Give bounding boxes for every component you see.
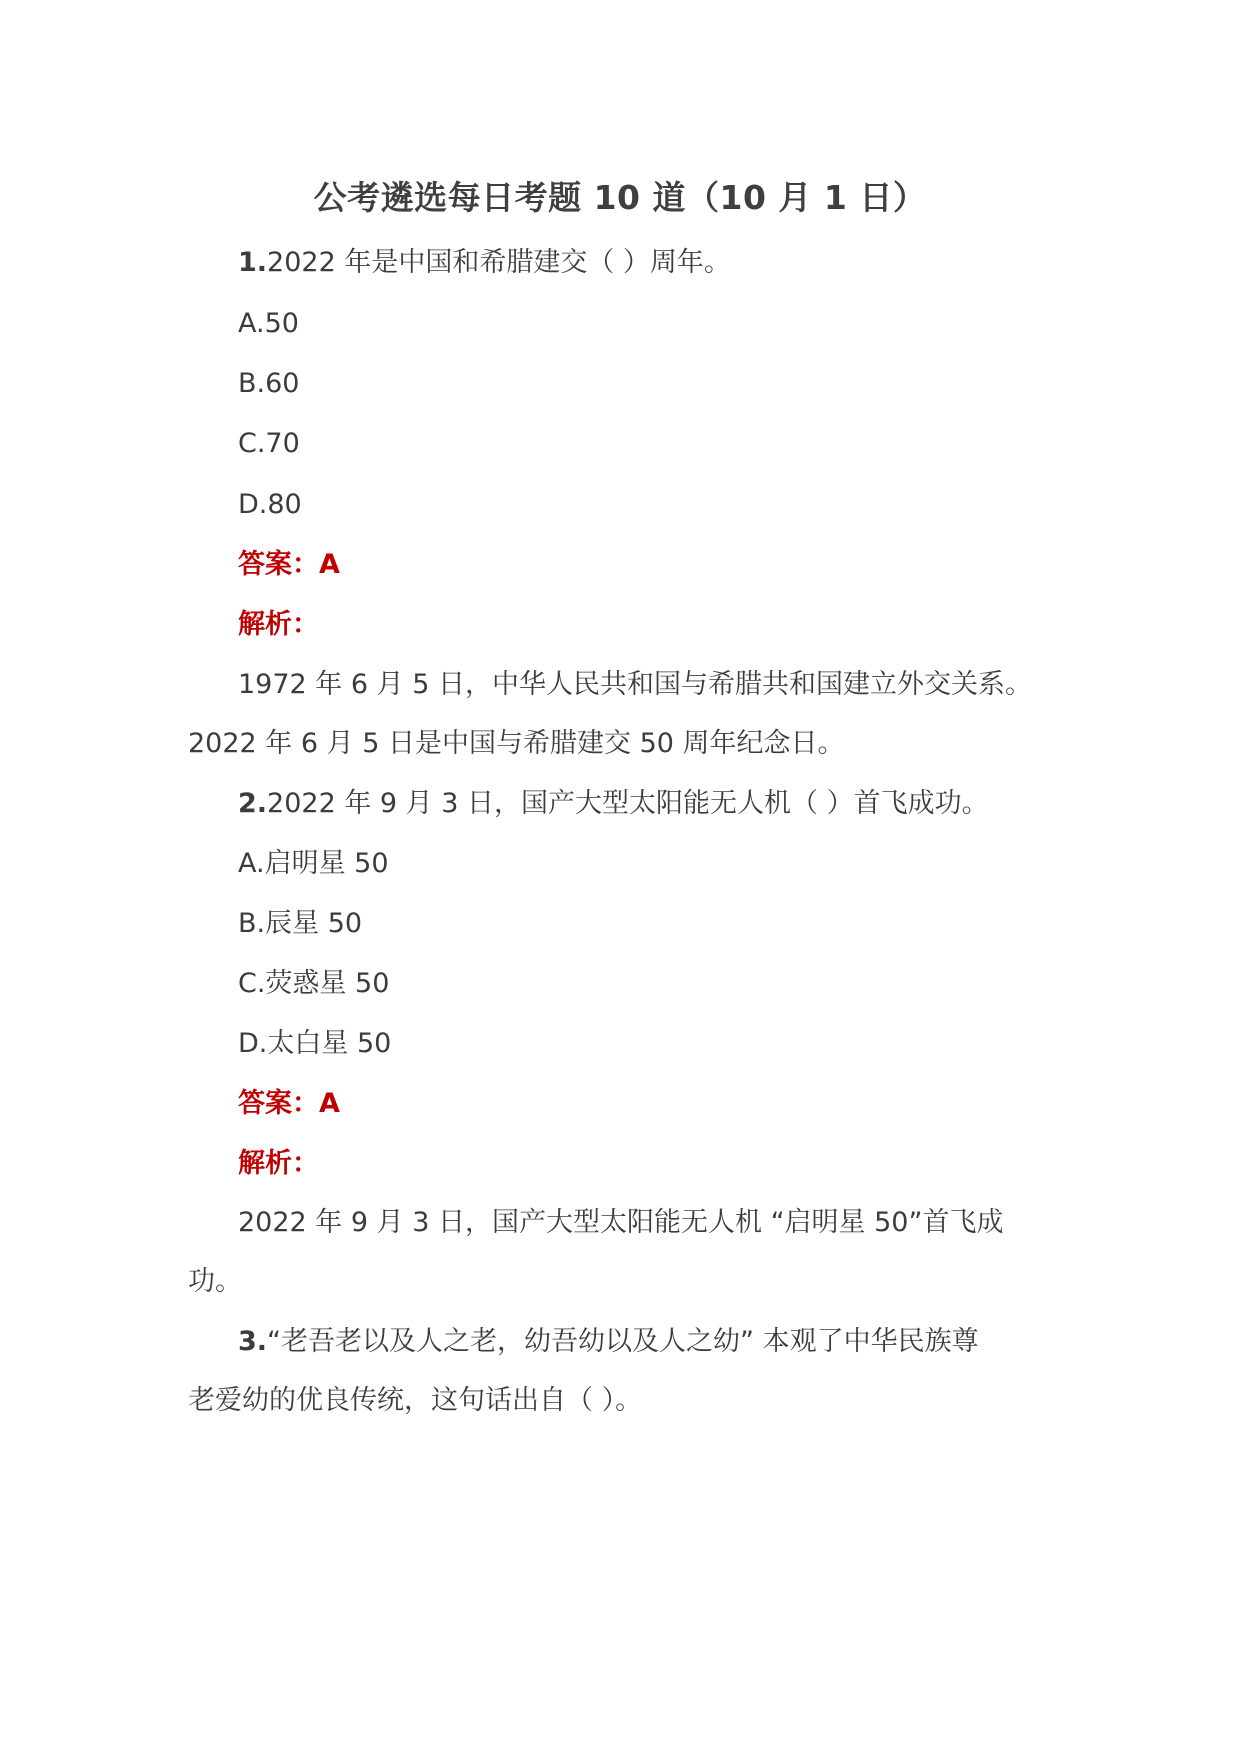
question-2-analysis-label: 解析： [238,1148,319,1179]
question-1-option-c: C.70 [238,428,300,459]
question-1-analysis-label: 解析： [238,609,319,640]
question-1-option-b: B.60 [238,368,300,399]
question-2-answer: 答案：A [238,1088,340,1119]
question-3-stem [238,1325,979,1359]
question-2-option-c: C.荧惑星 50 [238,968,390,999]
question-1-option-d: D.80 [238,489,302,520]
question-1-analysis-line-2: 2022 年 6 月 5 日是中国与希腊建交 50 周年纪念日。 [188,728,845,759]
question-2-option-d: D.太白星 50 [238,1028,392,1059]
question-1-option-a: A.50 [238,308,299,339]
question-2-stem [238,787,989,821]
question-3-number: 3. [238,1326,268,1357]
question-2-text: 2022 年 9 月 3 日，国产大型太阳能无人机（ ）首飞成功。 [267,788,989,819]
question-2-option-b: B.辰星 50 [238,908,363,939]
question-1-analysis-line-1: 1972 年 6 月 5 日，中华人民共和国与希腊共和国建立外交关系。 [238,669,1032,700]
question-1-text: 2022 年是中国和希腊建交（ ）周年。 [267,247,731,278]
question-3-text-line-2: 老爱幼的优良传统，这句话出自（ ）。 [188,1385,643,1416]
question-3-text-line-1: “老吾老以及人之老，幼吾幼以及人之幼” 本观了中华民族尊 [267,1326,979,1357]
question-1-answer: 答案：A [238,549,340,580]
question-2-number: 2. [238,788,268,819]
question-1-stem [238,246,731,280]
question-1-number: 1. [238,247,268,278]
page-title: 公考遴选每日考题 10 道（10 月 1 日） [313,178,927,217]
question-2-option-a: A.启明星 50 [238,848,389,879]
question-2-analysis-line-1: 2022 年 9 月 3 日，国产大型太阳能无人机 “启明星 50”首飞成 [238,1207,1004,1238]
question-2-analysis-line-2: 功。 [188,1266,242,1297]
